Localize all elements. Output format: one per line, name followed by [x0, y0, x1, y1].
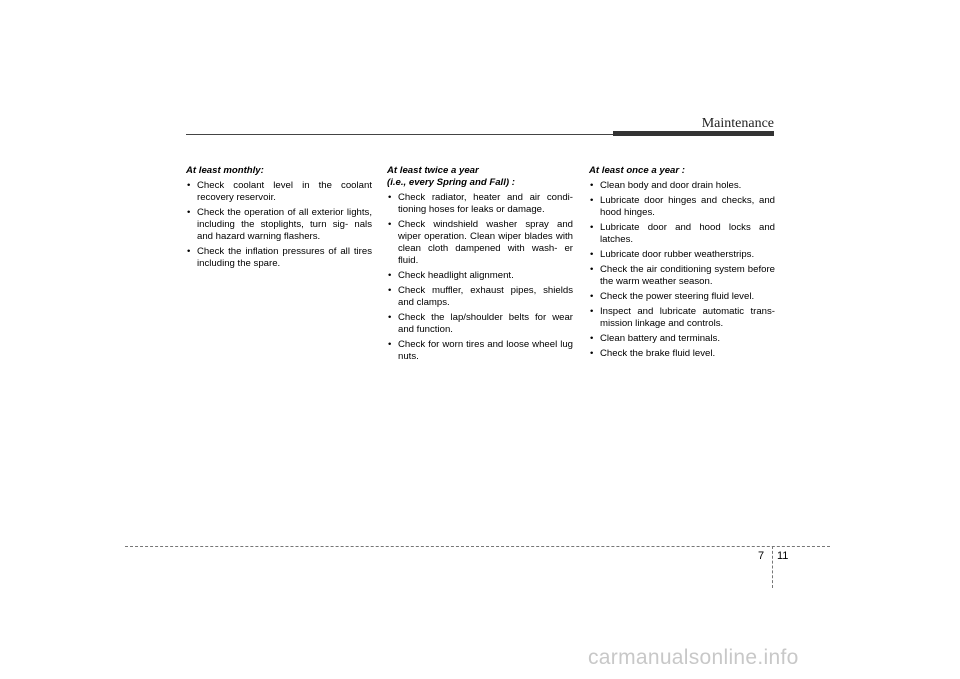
bullet-icon: •: [590, 222, 594, 233]
bullet-icon: •: [388, 312, 392, 323]
list-item: [589, 195, 775, 219]
bullet-icon: •: [388, 219, 392, 230]
bullet-icon: •: [388, 270, 392, 281]
list-item-text: Lubricate door and hood locks and latches.: [600, 222, 775, 245]
bullet-icon: •: [187, 207, 191, 218]
bullet-icon: •: [388, 285, 392, 296]
list-item: [186, 246, 372, 270]
watermark: carmanualsonline.info: [588, 646, 799, 669]
bullet-icon: •: [590, 291, 594, 302]
footer-divider: [772, 546, 773, 588]
list-item-text: Check the operation of all exterior lights, including the stoplights, turn sig- nals and hazard warning flashers.: [197, 207, 372, 242]
list-item: [186, 207, 372, 243]
column-monthly: [186, 165, 372, 270]
column-once-yearly: [589, 165, 775, 360]
list-item: [589, 333, 775, 345]
column-heading: [387, 165, 573, 189]
list-item: [589, 249, 775, 261]
list-item-text: Check windshield washer spray and wiper operation. Clean wiper blades with clean cloth dampened with wash- er fluid.: [398, 219, 573, 266]
list-item-text: Check the power steering fluid level.: [600, 291, 755, 302]
column-twice-yearly: [387, 165, 573, 363]
list-item-text: Check the brake fluid level.: [600, 348, 716, 359]
list-item-text: Clean body and door drain holes.: [600, 180, 742, 191]
checklist: [186, 180, 372, 270]
list-item-text: Check radiator, heater and air condi- tioning hoses for leaks or damage.: [398, 192, 573, 215]
bullet-icon: •: [187, 180, 191, 191]
bullet-icon: •: [590, 264, 594, 275]
chapter-number: 7: [758, 550, 765, 562]
list-item-text: Lubricate door hinges and checks, and hood hinges.: [600, 195, 775, 218]
heading-line: At least monthly:: [186, 165, 264, 176]
heading-line: (i.e., every Spring and Fall) :: [387, 177, 515, 188]
header-rule: [186, 134, 616, 135]
list-item-text: Clean battery and terminals.: [600, 333, 720, 344]
page-number: 11: [777, 550, 789, 562]
bullet-icon: •: [590, 180, 594, 191]
bullet-icon: •: [590, 306, 594, 317]
list-item-text: Check coolant level in the coolant recovery reservoir.: [197, 180, 372, 203]
bullet-icon: •: [590, 195, 594, 206]
list-item-text: Check the lap/shoulder belts for wear and function.: [398, 312, 573, 335]
list-item: [589, 180, 775, 192]
list-item: [387, 312, 573, 336]
list-item: [387, 219, 573, 267]
column-heading: [589, 165, 775, 177]
list-item-text: Check the air conditioning system before the warm weather season.: [600, 264, 775, 287]
list-item-text: Inspect and lubricate automatic trans- mission linkage and controls.: [600, 306, 775, 329]
heading-line: At least twice a year: [387, 165, 479, 176]
bullet-icon: •: [590, 333, 594, 344]
bullet-icon: •: [590, 249, 594, 260]
bullet-icon: •: [187, 246, 191, 257]
list-item: [387, 270, 573, 282]
list-item: [589, 264, 775, 288]
list-item: [589, 306, 775, 330]
bullet-icon: •: [388, 339, 392, 350]
list-item: [387, 339, 573, 363]
checklist: [589, 180, 775, 360]
footer-rule: [125, 546, 830, 547]
heading-line: At least once a year :: [589, 165, 685, 176]
column-heading: [186, 165, 372, 177]
list-item: [589, 291, 775, 303]
checklist: [387, 192, 573, 363]
list-item-text: Check headlight alignment.: [398, 270, 514, 281]
list-item-text: Check muffler, exhaust pipes, shields and clamps.: [398, 285, 573, 308]
list-item: [387, 192, 573, 216]
section-title: Maintenance: [701, 116, 774, 131]
header-rule-accent: [613, 131, 774, 136]
list-item: [387, 285, 573, 309]
bullet-icon: •: [388, 192, 392, 203]
bullet-icon: •: [590, 348, 594, 359]
list-item: [589, 348, 775, 360]
list-item-text: Check for worn tires and loose wheel lug nuts.: [398, 339, 573, 362]
list-item: [186, 180, 372, 204]
list-item-text: Check the inflation pressures of all tires including the spare.: [197, 246, 372, 269]
list-item-text: Lubricate door rubber weatherstrips.: [600, 249, 755, 260]
list-item: [589, 222, 775, 246]
